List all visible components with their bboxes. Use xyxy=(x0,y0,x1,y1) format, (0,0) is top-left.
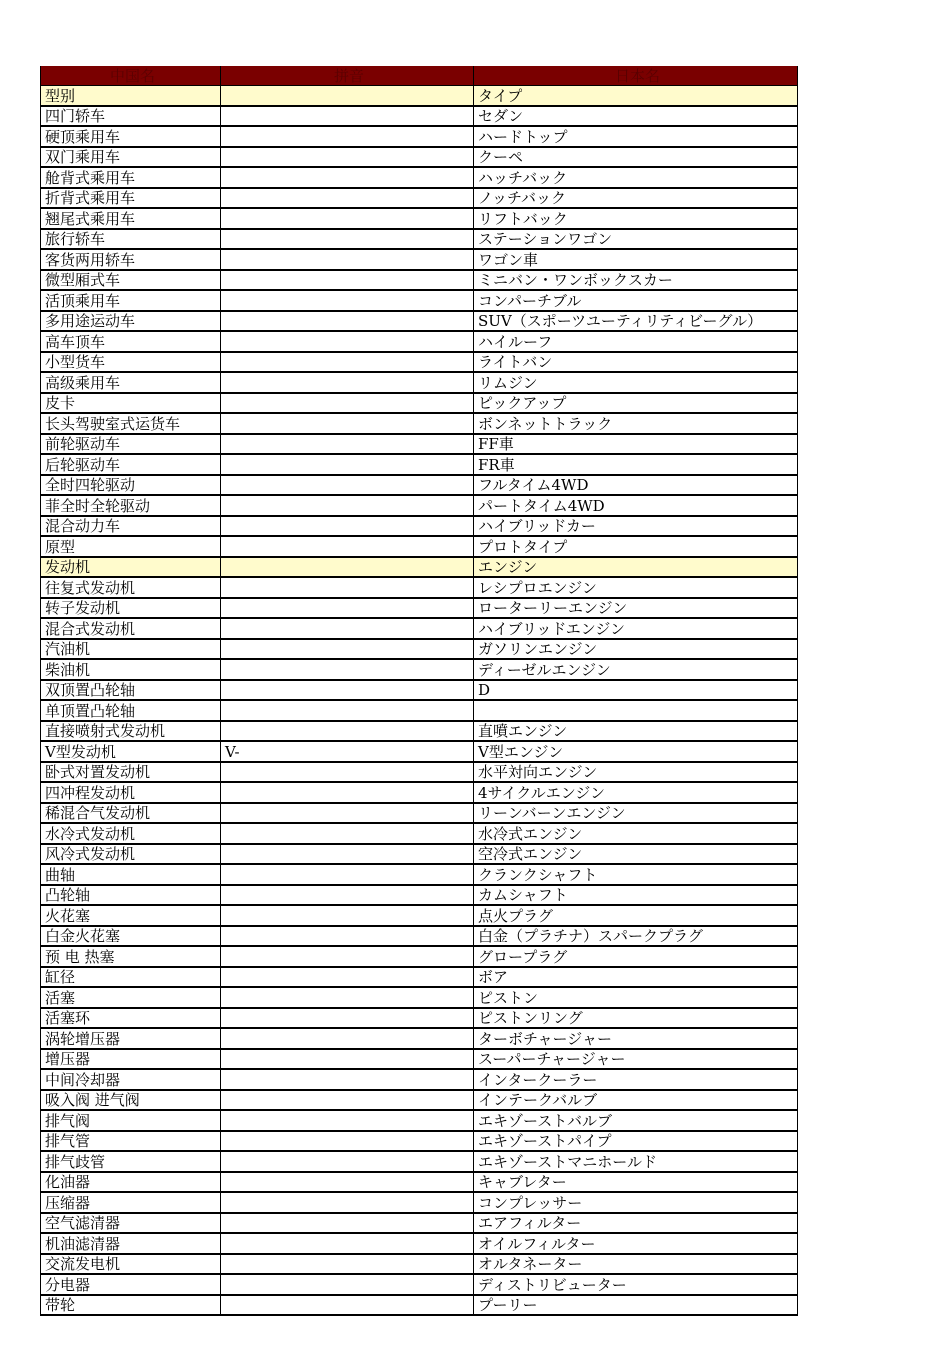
cell-japanese-name: ハッチバック xyxy=(474,167,798,188)
cell-chinese-name: 白金火花塞 xyxy=(41,926,221,947)
table-row xyxy=(41,905,798,926)
cell-japanese-name: ステーションワゴン xyxy=(474,229,798,250)
cell-chinese-name: 发动机 xyxy=(41,557,221,578)
cell-chinese-name: 直接喷射式发动机 xyxy=(41,721,221,742)
cell-chinese-name: 活塞 xyxy=(41,987,221,1008)
cell-pinyin xyxy=(221,331,474,352)
cell-chinese-name: 全时四轮驱动 xyxy=(41,475,221,496)
cell-pinyin xyxy=(221,208,474,229)
cell-pinyin xyxy=(221,126,474,147)
cell-pinyin xyxy=(221,864,474,885)
cell-japanese-name: 直噴エンジン xyxy=(474,721,798,742)
cell-pinyin xyxy=(221,1295,474,1316)
cell-pinyin xyxy=(221,536,474,557)
cell-pinyin xyxy=(221,1172,474,1193)
cell-japanese-name: フルタイム4WD xyxy=(474,475,798,496)
cell-chinese-name: 双门乘用车 xyxy=(41,147,221,168)
cell-japanese-name: ボア xyxy=(474,967,798,988)
cell-japanese-name: ガソリンエンジン xyxy=(474,639,798,660)
cell-pinyin xyxy=(221,905,474,926)
cell-japanese-name: リムジン xyxy=(474,372,798,393)
table-row xyxy=(41,803,798,824)
cell-chinese-name: 化油器 xyxy=(41,1172,221,1193)
table-row xyxy=(41,434,798,455)
cell-pinyin xyxy=(221,823,474,844)
cell-chinese-name: 多用途运动车 xyxy=(41,311,221,332)
header-row xyxy=(41,66,798,86)
table-body xyxy=(41,86,798,1316)
table-row xyxy=(41,598,798,619)
table-row xyxy=(41,639,798,660)
table-row xyxy=(41,823,798,844)
cell-chinese-name: 卧式对置发动机 xyxy=(41,762,221,783)
cell-japanese-name: ディーゼルエンジン xyxy=(474,659,798,680)
cell-pinyin xyxy=(221,577,474,598)
cell-chinese-name: 中间冷却器 xyxy=(41,1069,221,1090)
table-row xyxy=(41,1172,798,1193)
table-row xyxy=(41,147,798,168)
table-row xyxy=(41,1090,798,1111)
cell-japanese-name: ディストリビューター xyxy=(474,1274,798,1295)
cell-pinyin xyxy=(221,1131,474,1152)
cell-pinyin xyxy=(221,1192,474,1213)
table-row xyxy=(41,1110,798,1131)
table-row xyxy=(41,372,798,393)
cell-pinyin xyxy=(221,946,474,967)
cell-chinese-name: 机油滤清器 xyxy=(41,1233,221,1254)
cell-japanese-name: SUV（スポーツユーティリティビーグル） xyxy=(474,311,798,332)
cell-japanese-name: コンプレッサー xyxy=(474,1192,798,1213)
cell-chinese-name: 菲全时全轮驱动 xyxy=(41,495,221,516)
table-row xyxy=(41,516,798,537)
cell-pinyin xyxy=(221,434,474,455)
cell-chinese-name: 硬顶乘用车 xyxy=(41,126,221,147)
cell-chinese-name: 微型厢式车 xyxy=(41,270,221,291)
cell-pinyin xyxy=(221,475,474,496)
table-row xyxy=(41,413,798,434)
cell-japanese-name: クーペ xyxy=(474,147,798,168)
table-row xyxy=(41,967,798,988)
cell-chinese-name: 四冲程发动机 xyxy=(41,782,221,803)
table-row xyxy=(41,1295,798,1316)
cell-chinese-name: 增压器 xyxy=(41,1049,221,1070)
cell-chinese-name: 稀混合气发动机 xyxy=(41,803,221,824)
cell-pinyin xyxy=(221,413,474,434)
cell-japanese-name: FR車 xyxy=(474,454,798,475)
cell-chinese-name: 前轮驱动车 xyxy=(41,434,221,455)
table-row xyxy=(41,1233,798,1254)
table-row xyxy=(41,864,798,885)
cell-chinese-name: 后轮驱动车 xyxy=(41,454,221,475)
cell-japanese-name: ターボチャージャー xyxy=(474,1028,798,1049)
cell-japanese-name: 水冷式エンジン xyxy=(474,823,798,844)
table-row xyxy=(41,331,798,352)
table-row xyxy=(41,659,798,680)
cell-chinese-name: 压缩器 xyxy=(41,1192,221,1213)
table-row xyxy=(41,1008,798,1029)
table-row xyxy=(41,475,798,496)
cell-pinyin xyxy=(221,229,474,250)
cell-pinyin xyxy=(221,1274,474,1295)
table-row xyxy=(41,680,798,701)
table-row xyxy=(41,167,798,188)
table-row xyxy=(41,926,798,947)
cell-pinyin xyxy=(221,290,474,311)
table-row xyxy=(41,741,798,762)
cell-japanese-name: セダン xyxy=(474,106,798,127)
cell-chinese-name: 排气管 xyxy=(41,1131,221,1152)
table-row xyxy=(41,782,798,803)
table-row xyxy=(41,188,798,209)
cell-pinyin xyxy=(221,598,474,619)
cell-japanese-name: プーリー xyxy=(474,1295,798,1316)
cell-japanese-name: グロープラグ xyxy=(474,946,798,967)
cell-pinyin xyxy=(221,1254,474,1275)
cell-chinese-name: 活塞环 xyxy=(41,1008,221,1029)
cell-chinese-name: 原型 xyxy=(41,536,221,557)
table-row xyxy=(41,270,798,291)
cell-pinyin xyxy=(221,188,474,209)
cell-pinyin xyxy=(221,393,474,414)
table-row xyxy=(41,352,798,373)
cell-chinese-name: 排气歧管 xyxy=(41,1151,221,1172)
cell-chinese-name: 四门轿车 xyxy=(41,106,221,127)
cell-chinese-name: 曲轴 xyxy=(41,864,221,885)
cell-japanese-name: ボンネットトラック xyxy=(474,413,798,434)
cell-japanese-name: エキゾーストバルブ xyxy=(474,1110,798,1131)
cell-japanese-name: コンパーチブル xyxy=(474,290,798,311)
table-row xyxy=(41,311,798,332)
cell-japanese-name: インタークーラー xyxy=(474,1069,798,1090)
table-row xyxy=(41,618,798,639)
table-row xyxy=(41,1028,798,1049)
cell-chinese-name: 活顶乘用车 xyxy=(41,290,221,311)
table-row xyxy=(41,106,798,127)
cell-japanese-name xyxy=(474,700,798,721)
cell-japanese-name: カムシャフト xyxy=(474,885,798,906)
cell-pinyin xyxy=(221,454,474,475)
table-row xyxy=(41,1213,798,1234)
cell-japanese-name: レシプロエンジン xyxy=(474,577,798,598)
cell-pinyin xyxy=(221,1110,474,1131)
cell-chinese-name: 风冷式发动机 xyxy=(41,844,221,865)
cell-pinyin xyxy=(221,639,474,660)
cell-chinese-name: 涡轮增压器 xyxy=(41,1028,221,1049)
cell-japanese-name: D xyxy=(474,680,798,701)
cell-japanese-name: クランクシャフト xyxy=(474,864,798,885)
header-japanese-name: 日本名 xyxy=(474,66,798,86)
cell-chinese-name: 火花塞 xyxy=(41,905,221,926)
cell-japanese-name: パートタイム4WD xyxy=(474,495,798,516)
table-row xyxy=(41,987,798,1008)
cell-pinyin xyxy=(221,926,474,947)
cell-japanese-name: エアフィルター xyxy=(474,1213,798,1234)
cell-chinese-name: 空气滤清器 xyxy=(41,1213,221,1234)
table-row xyxy=(41,249,798,270)
cell-pinyin xyxy=(221,1028,474,1049)
table-row xyxy=(41,1254,798,1275)
section-row xyxy=(41,86,798,106)
cell-pinyin xyxy=(221,352,474,373)
cell-chinese-name: 水冷式发动机 xyxy=(41,823,221,844)
cell-chinese-name: 单顶置凸轮轴 xyxy=(41,700,221,721)
cell-chinese-name: 客货两用轿车 xyxy=(41,249,221,270)
cell-chinese-name: 混合动力车 xyxy=(41,516,221,537)
cell-chinese-name: 预 电 热塞 xyxy=(41,946,221,967)
cell-pinyin xyxy=(221,1090,474,1111)
cell-japanese-name: エンジン xyxy=(474,557,798,578)
cell-pinyin xyxy=(221,1008,474,1029)
cell-japanese-name: プロトタイプ xyxy=(474,536,798,557)
cell-pinyin xyxy=(221,86,474,106)
cell-pinyin xyxy=(221,167,474,188)
cell-pinyin xyxy=(221,557,474,578)
cell-chinese-name: 柴油机 xyxy=(41,659,221,680)
cell-japanese-name: ピストン xyxy=(474,987,798,1008)
cell-chinese-name: V型发动机 xyxy=(41,741,221,762)
cell-japanese-name: スーパーチャージャー xyxy=(474,1049,798,1070)
section-row xyxy=(41,557,798,578)
cell-pinyin xyxy=(221,987,474,1008)
cell-chinese-name: 转子发动机 xyxy=(41,598,221,619)
cell-chinese-name: 皮卡 xyxy=(41,393,221,414)
cell-japanese-name: オルタネーター xyxy=(474,1254,798,1275)
cell-pinyin xyxy=(221,762,474,783)
table-row xyxy=(41,536,798,557)
cell-chinese-name: 高级乘用车 xyxy=(41,372,221,393)
table-row xyxy=(41,1151,798,1172)
cell-chinese-name: 舱背式乘用车 xyxy=(41,167,221,188)
table-row xyxy=(41,844,798,865)
table-row xyxy=(41,1049,798,1070)
cell-chinese-name: 排气阀 xyxy=(41,1110,221,1131)
cell-japanese-name: ピストンリング xyxy=(474,1008,798,1029)
cell-japanese-name: ハードトップ xyxy=(474,126,798,147)
cell-japanese-name: キャブレター xyxy=(474,1172,798,1193)
table-row xyxy=(41,946,798,967)
cell-chinese-name: 交流发电机 xyxy=(41,1254,221,1275)
cell-pinyin xyxy=(221,1233,474,1254)
cell-chinese-name: 缸径 xyxy=(41,967,221,988)
cell-chinese-name: 分电器 xyxy=(41,1274,221,1295)
cell-japanese-name: リーンバーンエンジン xyxy=(474,803,798,824)
cell-japanese-name: ハイブリッドエンジン xyxy=(474,618,798,639)
table-row xyxy=(41,1069,798,1090)
cell-pinyin xyxy=(221,106,474,127)
cell-chinese-name: 吸入阀 进气阀 xyxy=(41,1090,221,1111)
cell-chinese-name: 小型货车 xyxy=(41,352,221,373)
table-row xyxy=(41,495,798,516)
cell-chinese-name: 双顶置凸轮轴 xyxy=(41,680,221,701)
cell-japanese-name: タイプ xyxy=(474,86,798,106)
table-row xyxy=(41,290,798,311)
cell-pinyin xyxy=(221,147,474,168)
cell-chinese-name: 长头驾驶室式运货车 xyxy=(41,413,221,434)
glossary-table xyxy=(40,66,798,1316)
table-row xyxy=(41,721,798,742)
cell-pinyin xyxy=(221,659,474,680)
cell-japanese-name: ハイルーフ xyxy=(474,331,798,352)
cell-japanese-name: 白金（プラチナ）スパークプラグ xyxy=(474,926,798,947)
cell-pinyin xyxy=(221,618,474,639)
table-row xyxy=(41,208,798,229)
cell-pinyin xyxy=(221,1069,474,1090)
cell-japanese-name: ライトバン xyxy=(474,352,798,373)
cell-japanese-name: ローターリーエンジン xyxy=(474,598,798,619)
cell-japanese-name: ノッチバック xyxy=(474,188,798,209)
cell-japanese-name: ハイブリッドカー xyxy=(474,516,798,537)
cell-chinese-name: 翘尾式乘用车 xyxy=(41,208,221,229)
cell-pinyin xyxy=(221,1213,474,1234)
cell-pinyin xyxy=(221,1151,474,1172)
cell-chinese-name: 凸轮轴 xyxy=(41,885,221,906)
table-row xyxy=(41,1274,798,1295)
header-pinyin: 拼音 xyxy=(221,66,474,86)
cell-japanese-name: エキゾーストマニホールド xyxy=(474,1151,798,1172)
table-row xyxy=(41,700,798,721)
cell-japanese-name: インテークバルブ xyxy=(474,1090,798,1111)
table-row xyxy=(41,229,798,250)
cell-japanese-name: V型エンジン xyxy=(474,741,798,762)
cell-chinese-name: 旅行轿车 xyxy=(41,229,221,250)
cell-chinese-name: 高车顶车 xyxy=(41,331,221,352)
cell-pinyin: V- xyxy=(221,741,474,762)
cell-pinyin xyxy=(221,270,474,291)
cell-chinese-name: 折背式乘用车 xyxy=(41,188,221,209)
table-row xyxy=(41,454,798,475)
cell-chinese-name: 型别 xyxy=(41,86,221,106)
cell-chinese-name: 汽油机 xyxy=(41,639,221,660)
cell-japanese-name: 水平対向エンジン xyxy=(474,762,798,783)
cell-japanese-name: エキゾーストパイプ xyxy=(474,1131,798,1152)
cell-pinyin xyxy=(221,967,474,988)
cell-pinyin xyxy=(221,803,474,824)
cell-japanese-name: オイルフィルター xyxy=(474,1233,798,1254)
cell-japanese-name: FF車 xyxy=(474,434,798,455)
cell-japanese-name: ワゴン車 xyxy=(474,249,798,270)
cell-pinyin xyxy=(221,495,474,516)
cell-pinyin xyxy=(221,1049,474,1070)
cell-pinyin xyxy=(221,249,474,270)
table-row xyxy=(41,1192,798,1213)
table-row xyxy=(41,577,798,598)
table-row xyxy=(41,1131,798,1152)
cell-chinese-name: 带轮 xyxy=(41,1295,221,1316)
cell-pinyin xyxy=(221,311,474,332)
cell-japanese-name: ピックアップ xyxy=(474,393,798,414)
cell-pinyin xyxy=(221,700,474,721)
cell-pinyin xyxy=(221,516,474,537)
cell-pinyin xyxy=(221,885,474,906)
cell-japanese-name: 4サイクルエンジン xyxy=(474,782,798,803)
cell-pinyin xyxy=(221,372,474,393)
cell-pinyin xyxy=(221,782,474,803)
cell-pinyin xyxy=(221,844,474,865)
cell-chinese-name: 混合式发动机 xyxy=(41,618,221,639)
table-row xyxy=(41,393,798,414)
cell-pinyin xyxy=(221,680,474,701)
header-chinese-name: 中国名 xyxy=(41,66,221,86)
cell-japanese-name: 空冷式エンジン xyxy=(474,844,798,865)
cell-japanese-name: 点火プラグ xyxy=(474,905,798,926)
table-row xyxy=(41,762,798,783)
cell-japanese-name: リフトバック xyxy=(474,208,798,229)
cell-japanese-name: ミニバン・ワンボックスカー xyxy=(474,270,798,291)
cell-chinese-name: 往复式发动机 xyxy=(41,577,221,598)
cell-pinyin xyxy=(221,721,474,742)
table-row xyxy=(41,885,798,906)
table-row xyxy=(41,126,798,147)
